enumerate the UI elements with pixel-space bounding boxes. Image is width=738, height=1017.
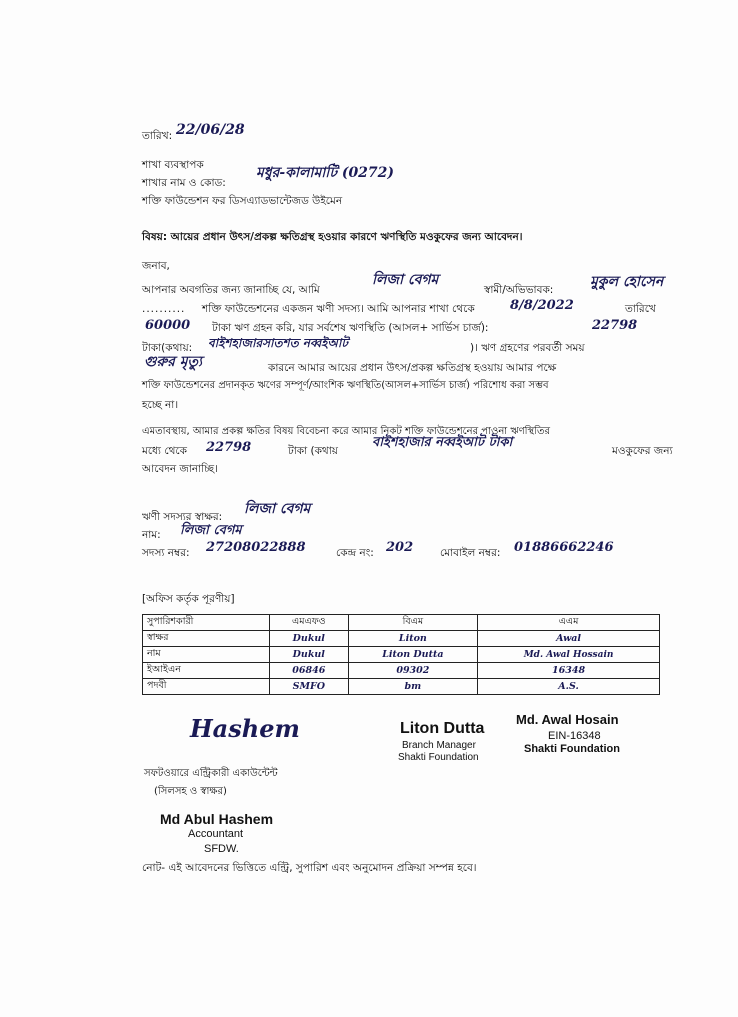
table-cell: A.S. bbox=[478, 679, 660, 695]
table-cell: SMFO bbox=[270, 679, 349, 695]
mobile-label: মোবাইল নম্বর: bbox=[440, 547, 501, 559]
body1-b: স্বামী/অভিভাবক: bbox=[484, 284, 554, 296]
date-label: তারিখ: bbox=[142, 130, 173, 142]
header-cell: এএম bbox=[478, 615, 660, 631]
table-cell: Md. Awal Hossain bbox=[478, 647, 660, 663]
addressee-line1: শাখা ব্যবস্থাপক bbox=[142, 159, 204, 171]
awal-stamp-name: Md. Awal Hosain bbox=[516, 712, 619, 727]
guardian-name: মুকুল হোসেন bbox=[590, 274, 664, 290]
body1-i: শক্তি ফাউন্ডেশনের প্রদানকৃত ঋণের সম্পূর্ণ/আংশিক ঋণস্থিতি(আসল+সার্ভিস চার্জ) পরিশোধ করা সম্ভব bbox=[142, 380, 549, 391]
liton-stamp-name: Liton Dutta bbox=[400, 720, 485, 737]
table-cell: Liton Dutta bbox=[348, 647, 478, 663]
date-value: 22/06/28 bbox=[176, 122, 245, 138]
body2-a: এমতাবস্থায়, আমার প্রকল্প ক্ষতির বিষয় বিবেচনা করে আমার নিকট শক্তি ফাউন্ডেশনের পাওনা ঋণস্থিতির bbox=[142, 426, 551, 437]
body2-e: আবেদন জানাচ্ছি। bbox=[142, 463, 218, 475]
dots-1: .......... bbox=[142, 303, 186, 315]
liton-stamp-title: Branch Manager bbox=[402, 740, 476, 751]
body1-e: টাকা ঋণ গ্রহন করি, যার সর্বশেষ ঋণস্থিতি (আসল+ সার্ভিস চার্জ): bbox=[212, 322, 489, 334]
body1-j: হচ্ছে না। bbox=[142, 399, 179, 411]
table-row bbox=[143, 663, 660, 679]
office-title: [অফিস কর্তৃক পূরণীয়] bbox=[142, 593, 235, 605]
center-label: কেন্দ্র নং: bbox=[336, 547, 374, 559]
seal-sign-label: (সিলসহ ও স্বাক্ষর) bbox=[154, 786, 227, 797]
salutation: জনাব, bbox=[142, 260, 170, 272]
table-cell: 06846 bbox=[270, 663, 349, 679]
table-row bbox=[143, 631, 660, 647]
loss-reason: গুরুর মৃত্যু bbox=[144, 354, 203, 370]
footer-note: নোট- এই আবেদনের ভিত্তিতে এন্ট্রি, সুপারিশ এবং অনুমোদন প্রক্রিয়া সম্পন্ন হবে। bbox=[142, 862, 477, 874]
software-entry-label: সফটওয়ারে এন্ট্রিকারী একাউন্টেন্ট bbox=[144, 768, 278, 779]
awal-stamp-org: Shakti Foundation bbox=[524, 743, 620, 755]
liton-stamp-org: Shakti Foundation bbox=[398, 752, 479, 763]
body1-g: )। ঋণ গ্রহণের পরবর্তী সময় bbox=[470, 342, 585, 354]
table-row bbox=[143, 647, 660, 663]
row-label: পদবী bbox=[143, 679, 270, 695]
table-cell: 16348 bbox=[478, 663, 660, 679]
member-signature-label: ঋণী সদস্যর স্বাক্ষর: bbox=[142, 511, 223, 523]
organization-name: শক্তি ফাউন্ডেশন ফর ডিসএ্যাডভান্টেজড উইমেন bbox=[142, 195, 343, 207]
awal-stamp-ein: EIN-16348 bbox=[548, 730, 601, 742]
table-row bbox=[143, 679, 660, 695]
table-cell: bm bbox=[348, 679, 478, 695]
body2-c: টাকা (কথায় bbox=[288, 445, 338, 457]
header-cell: সুপারিশকারী bbox=[143, 615, 270, 631]
body2-d: মওকুফের জন্য bbox=[612, 445, 673, 457]
loan-balance: 22798 bbox=[592, 318, 638, 333]
center-number: 202 bbox=[386, 540, 414, 555]
hashem-signature: Hashem bbox=[190, 714, 300, 743]
waiver-words: বাইশহাজার নব্বইআট টাকা bbox=[372, 435, 513, 450]
header-cell: এমএফও bbox=[270, 615, 349, 631]
branch-label: শাখার নাম ও কোড: bbox=[142, 177, 226, 189]
member-number: 27208022888 bbox=[206, 540, 306, 555]
loan-date: 8/8/2022 bbox=[510, 298, 574, 313]
hashem-stamp-org: SFDW. bbox=[204, 843, 239, 855]
borrower-name: লিজা বেগম bbox=[372, 272, 439, 288]
row-label: স্বাক্ষর bbox=[143, 631, 270, 647]
subject-line: বিষয়: আয়ের প্রধান উৎস/প্রকল্প ক্ষতিগ্রস্থ হওয়ার কারণে ঋণস্থিতি মওকুফের জন্য আবেদন। bbox=[142, 231, 523, 243]
table-header-row bbox=[143, 615, 660, 631]
table-cell: Awal bbox=[478, 631, 660, 647]
body1-a: আপনার অবগতির জন্য জানাচ্ছি যে, আমি bbox=[142, 284, 320, 296]
hashem-stamp-title: Accountant bbox=[188, 828, 244, 840]
header-cell: বিএম bbox=[348, 615, 478, 631]
row-label: নাম bbox=[143, 647, 270, 663]
body1-f: টাকা(কথায়: bbox=[142, 342, 193, 354]
member-signature: লিজা বেগম bbox=[244, 501, 311, 517]
member-number-label: সদস্য নম্বর: bbox=[142, 547, 190, 559]
body1-d: তারিখে bbox=[625, 303, 656, 315]
table-cell: Dukul bbox=[270, 647, 349, 663]
hashem-stamp-name: Md Abul Hashem bbox=[160, 811, 274, 827]
table-cell: Dukul bbox=[270, 631, 349, 647]
mobile-number: 01886662246 bbox=[514, 540, 614, 555]
loan-amount: 60000 bbox=[145, 318, 191, 333]
table-cell: Liton bbox=[348, 631, 478, 647]
branch-value: মধুর-কালামাটি (0272) bbox=[256, 165, 395, 181]
row-label: ইআইএন bbox=[143, 663, 270, 679]
balance-words: বাইশহাজারসাতশত নব্বইআট bbox=[208, 336, 348, 350]
body1-h: কারনে আমার আয়ের প্রধান উৎস/প্রকল্প ক্ষতিগ্রস্থ হওয়ায় আমার পক্ষে bbox=[268, 362, 557, 374]
waiver-amount: 22798 bbox=[206, 440, 252, 455]
member-name: লিজা বেগম bbox=[180, 523, 242, 538]
body1-c: শক্তি ফাউন্ডেশনের একজন ঋণী সদস্য। আমি আপনার শাখা থেকে bbox=[202, 303, 475, 315]
member-name-label: নাম: bbox=[142, 529, 161, 541]
office-table bbox=[142, 614, 660, 695]
table-cell: 09302 bbox=[348, 663, 478, 679]
body2-b: মধ্যে থেকে bbox=[142, 445, 187, 457]
